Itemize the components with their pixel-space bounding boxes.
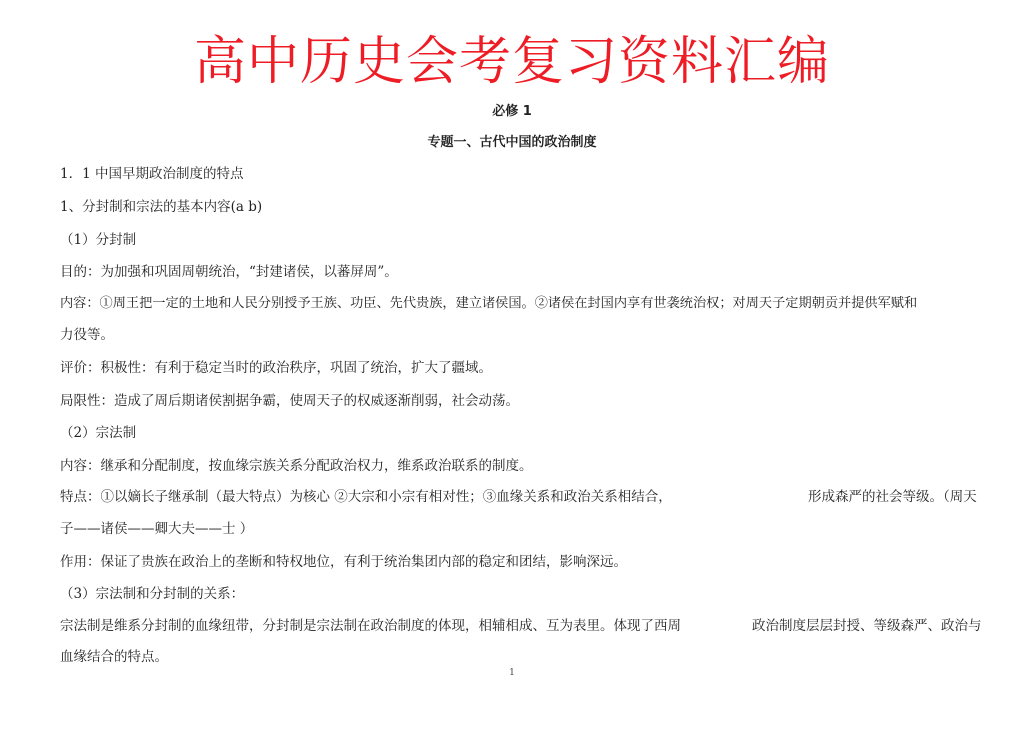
document-title: 高中历史会考复习资料汇编 — [193, 32, 830, 92]
paragraph-evaluation: 评价：积极性：有利于稳定当时的政治秩序，巩固了统治，扩大了疆域。 — [60, 360, 492, 376]
paragraph-content-cont: 力役等。 — [60, 327, 114, 343]
paragraph-relation-cont: 血缘结合的特点。 — [60, 649, 168, 665]
paragraph-patriarchal-content: 内容：继承和分配制度，按血缘宗族关系分配政治权力，维系政治联系的制度。 — [60, 458, 533, 474]
paragraph-relation — [60, 617, 1000, 635]
paragraph-limitation: 局限性：造成了周后期诸侯割据争霸，使周天子的权威逐渐削弱，社会动荡。 — [60, 393, 519, 409]
paragraph-purpose: 目的：为加强和巩固周朝统治，“封建诸侯，以蕃屏周”。 — [60, 264, 398, 280]
item-heading-feudal: （1）分封制 — [60, 232, 137, 248]
paragraph-content: 内容：①周王把一定的土地和人民分别授予王族、功臣、先代贵族，建立诸侯国。②诸侯在封国内享有世袭统治权；对周天子定期朝贡并提供军赋和 — [60, 296, 918, 311]
features-text-right: 形成森严的社会等级。（周天 — [808, 489, 977, 505]
paragraph-features-cont: 子——诸侯——卿大夫——士 ） — [60, 521, 254, 537]
relation-text-left: 宗法制是维系分封制的血缘纽带，分封制是宗法制在政治制度的体现，相辅相成、互为表里。体现了西周 — [60, 618, 681, 634]
paragraph-features — [60, 488, 1000, 506]
item-heading-patriarchal: （2）宗法制 — [60, 425, 137, 441]
relation-text-right: 政治制度层层封授、等级森严、政治与 — [752, 618, 982, 634]
volume-heading: 必修 1 — [492, 104, 532, 119]
section-heading: 1．1 中国早期政治制度的特点 — [60, 166, 244, 182]
paragraph-effect: 作用：保证了贵族在政治上的垄断和特权地位，有利于统治集团内部的稳定和团结，影响深远。 — [60, 554, 627, 570]
topic-heading: 专题一、古代中国的政治制度 — [427, 135, 597, 150]
page-number: 1 — [509, 668, 515, 678]
features-text-left: 特点：①以嫡长子继承制（最大特点）为核心 ②大宗和小宗有相对性；③血缘关系和政治关系相结合， — [60, 489, 672, 505]
item-heading-relation: （3）宗法制和分封制的关系： — [60, 586, 245, 602]
subsection-heading: 1、分封制和宗法的基本内容(a b) — [60, 199, 263, 215]
